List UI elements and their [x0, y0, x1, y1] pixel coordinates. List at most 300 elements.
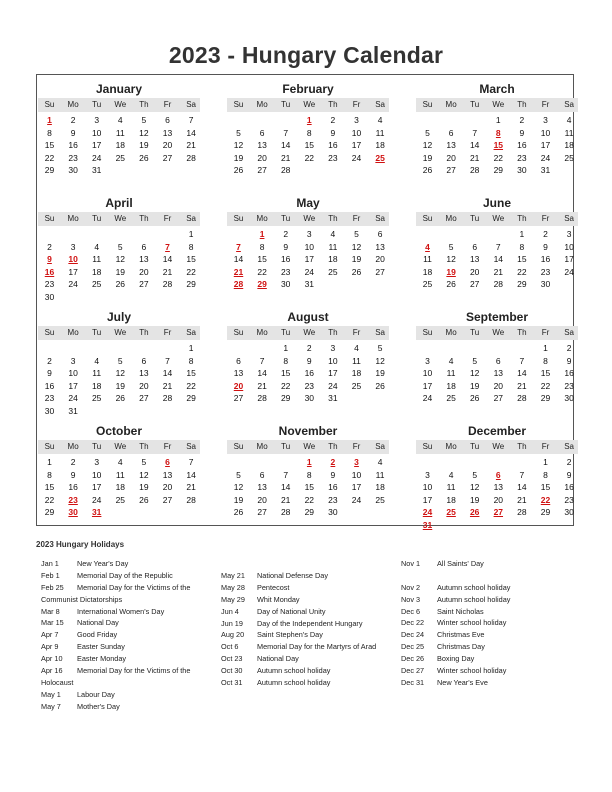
- weekday-header: [416, 212, 578, 226]
- calendar-date: 4: [354, 343, 359, 353]
- calendar-date: 6: [236, 355, 241, 366]
- calendar-date: 5: [236, 127, 241, 138]
- weekday-label: Tu: [92, 442, 102, 451]
- calendar-date: 17: [422, 494, 433, 505]
- holiday-item: [41, 617, 231, 629]
- calendar-date: 17: [351, 482, 362, 493]
- calendar-date: 30: [44, 406, 55, 416]
- calendar-date: 13: [257, 140, 267, 151]
- calendar-date: 13: [139, 254, 149, 265]
- calendar-date: 31: [304, 279, 315, 290]
- holiday-name-continued: Communist Dictatorships: [41, 594, 123, 604]
- weekday-label: Th: [517, 214, 527, 223]
- month-november: [227, 424, 389, 530]
- weekday-header: [38, 440, 200, 454]
- holiday-date-label: Dec 22: [401, 618, 425, 628]
- calendar-date: 20: [375, 254, 385, 265]
- calendar-date: 23: [328, 494, 338, 505]
- weekday-label: Sa: [186, 214, 196, 223]
- holiday-item: [41, 665, 231, 677]
- calendar-date: 13: [493, 368, 504, 379]
- calendar-date: 8: [188, 241, 194, 252]
- calendar-date: 1: [283, 343, 289, 353]
- calendar-date: 29: [280, 393, 291, 404]
- calendar-date: 17: [564, 254, 574, 265]
- calendar-date: 16: [517, 140, 527, 151]
- holiday-item: [401, 582, 591, 594]
- calendar-date: 15: [44, 140, 55, 151]
- calendar-date: 12: [446, 254, 456, 265]
- calendar-date: 12: [115, 254, 126, 265]
- calendar-date: 28: [517, 507, 527, 518]
- weekday-label: We: [492, 214, 505, 223]
- month-august: [227, 310, 389, 416]
- calendar-date: 11: [375, 469, 385, 480]
- calendar-date: 16: [304, 368, 315, 379]
- calendar-date: 3: [306, 229, 312, 239]
- calendar-date: 22: [44, 152, 55, 163]
- calendar-date: 28: [493, 279, 504, 290]
- weekday-label: Fr: [352, 442, 361, 451]
- weekday-label: We: [303, 100, 316, 109]
- weekday-label: Mo: [67, 442, 79, 451]
- calendar-date: 16: [280, 254, 291, 265]
- calendar-date: 14: [493, 254, 504, 265]
- calendar-date: 9: [306, 355, 312, 366]
- calendar-date: 1: [47, 457, 52, 467]
- calendar-date: 14: [517, 368, 527, 379]
- calendar-date: 2: [47, 241, 52, 252]
- calendar-date: 1: [519, 229, 525, 239]
- holiday-date: 30: [68, 507, 78, 518]
- calendar-date: 29: [540, 393, 551, 404]
- holiday-date: 1: [259, 229, 265, 239]
- calendar-date: 25: [115, 152, 126, 163]
- calendar-date: 21: [162, 380, 173, 391]
- calendar-date: 20: [162, 482, 173, 493]
- calendar-date: 11: [375, 127, 385, 138]
- calendar-date: 15: [186, 368, 196, 379]
- holiday-name: Easter Sunday: [77, 642, 125, 652]
- holiday-date-label: May 21: [221, 571, 245, 580]
- calendar-date: 22: [44, 494, 55, 505]
- weekday-label: Th: [139, 328, 149, 337]
- holiday-date-label: Nov 1: [401, 559, 421, 568]
- calendar-date: 3: [94, 115, 100, 125]
- holiday-item: [401, 653, 591, 665]
- holiday-name: Autumn school holiday: [257, 678, 331, 688]
- calendar-date: 19: [422, 152, 433, 163]
- calendar-date: 4: [117, 115, 123, 125]
- holiday-name: Memorial Day for the Victims of the: [77, 582, 191, 592]
- calendar-date: 23: [564, 494, 574, 505]
- weekday-label: Mo: [445, 214, 457, 223]
- holiday-date: 22: [540, 494, 551, 505]
- calendar-date: 5: [448, 241, 454, 252]
- calendar-date: 17: [68, 266, 78, 277]
- weekday-label: We: [114, 328, 127, 337]
- calendar-date: 21: [280, 494, 291, 505]
- calendar-date: 11: [115, 469, 125, 480]
- weekday-label: Fr: [163, 328, 172, 337]
- calendar-date: 28: [186, 494, 196, 505]
- holiday-date-label: Apr 10: [41, 654, 63, 664]
- holiday-date-label: Dec 24: [401, 630, 425, 640]
- calendar-date: 9: [283, 241, 289, 252]
- holiday-name: Winter school holiday: [437, 666, 507, 676]
- calendar-date: 5: [236, 469, 241, 480]
- holiday-date: 25: [375, 152, 385, 163]
- month-april: [38, 196, 200, 302]
- holiday-date-label: Aug 20: [221, 630, 245, 640]
- holiday-item: [401, 665, 591, 677]
- calendar-date: 6: [259, 127, 265, 138]
- calendar-date: 21: [469, 152, 480, 163]
- holiday-date: 7: [165, 241, 170, 252]
- calendar-date: 23: [517, 152, 527, 163]
- month-may: [227, 196, 389, 302]
- weekday-label: Mo: [445, 442, 457, 451]
- calendar-date: 17: [328, 368, 338, 379]
- holidays-title: 2023 Hungary Holidays: [36, 540, 125, 549]
- weekday-label: Su: [422, 328, 433, 337]
- calendar-date: 11: [92, 368, 102, 379]
- holiday-item: [401, 629, 591, 641]
- holiday-date-label: Dec 25: [401, 642, 425, 652]
- weekday-label: Mo: [256, 328, 268, 337]
- holiday-date: 26: [469, 507, 480, 518]
- weekday-header: [416, 98, 578, 112]
- calendar-date: 9: [543, 241, 548, 252]
- weekday-label: Th: [328, 328, 338, 337]
- calendar-date: 5: [141, 115, 147, 125]
- calendar-date: 26: [469, 393, 480, 404]
- calendar-date: 15: [280, 368, 291, 379]
- weekday-label: Fr: [352, 328, 361, 337]
- holiday-date: 6: [165, 457, 170, 467]
- calendar-date: 6: [165, 115, 170, 125]
- calendar-date: 13: [446, 140, 456, 151]
- calendar-date: 6: [472, 241, 478, 252]
- calendar-date: 27: [493, 393, 504, 404]
- calendar-date: 17: [351, 140, 362, 151]
- calendar-date: 9: [70, 469, 76, 480]
- calendar-date: 30: [68, 165, 78, 176]
- calendar-date: 27: [139, 279, 149, 290]
- calendar-date: 23: [328, 152, 338, 163]
- calendar-date: 10: [422, 482, 433, 493]
- calendar-date: 29: [186, 279, 196, 290]
- weekday-label: Mo: [445, 100, 457, 109]
- calendar-date: 26: [233, 507, 244, 518]
- calendar-date: 4: [448, 355, 454, 366]
- holiday-date: 16: [44, 266, 55, 277]
- calendar-date: 23: [304, 380, 315, 391]
- calendar-date: 25: [564, 152, 574, 163]
- weekday-label: Sa: [375, 328, 385, 337]
- calendar-date: 12: [115, 368, 126, 379]
- calendar-date: 22: [186, 380, 196, 391]
- calendar-date: 21: [517, 380, 527, 391]
- calendar-date: 7: [519, 469, 525, 480]
- calendar-date: 20: [139, 380, 149, 391]
- calendar-date: 18: [446, 380, 456, 391]
- calendar-date: 20: [493, 494, 504, 505]
- weekday-label: Fr: [541, 328, 550, 337]
- month-february: [227, 82, 389, 188]
- weekday-header: [227, 326, 389, 340]
- calendar-date: 23: [564, 380, 574, 391]
- calendar-date: 29: [493, 165, 504, 176]
- calendar-date: 8: [306, 469, 312, 480]
- calendar-date: 13: [493, 482, 504, 493]
- calendar-date: 30: [564, 393, 574, 404]
- calendar-date: 29: [517, 279, 527, 290]
- weekday-label: Tu: [470, 100, 480, 109]
- holiday-list-column: [41, 558, 231, 713]
- holiday-date: 25: [446, 507, 456, 518]
- holiday-date: 8: [495, 127, 501, 138]
- calendar-date: 25: [91, 279, 102, 290]
- month-september: [416, 310, 578, 416]
- calendar-date: 5: [117, 241, 123, 252]
- calendar-date: 8: [259, 241, 265, 252]
- holiday-date-label: Dec 6: [401, 606, 421, 616]
- holiday-name: Winter school holiday: [437, 618, 507, 628]
- calendar-date: 24: [91, 494, 102, 505]
- calendar-date: 3: [70, 241, 76, 252]
- weekday-label: Th: [328, 214, 338, 223]
- calendar-date: 22: [517, 266, 527, 277]
- month-name: December: [467, 424, 527, 438]
- calendar-date: 1: [188, 229, 194, 239]
- holiday-date: 27: [493, 507, 504, 518]
- calendar-date: 1: [543, 343, 548, 353]
- holiday-date: 21: [233, 266, 244, 277]
- calendar-date: 14: [186, 469, 196, 480]
- weekday-label: Tu: [470, 214, 480, 223]
- holiday-item: [401, 606, 591, 618]
- calendar-date: 19: [469, 494, 480, 505]
- calendar-date: 22: [257, 266, 267, 277]
- weekday-label: Su: [233, 442, 244, 451]
- calendar-date: 4: [94, 355, 100, 366]
- calendar-date: 21: [517, 494, 527, 505]
- calendar-date: 22: [304, 152, 315, 163]
- calendar-date: 17: [304, 254, 315, 265]
- weekday-header: [38, 326, 200, 340]
- holiday-date: 4: [425, 241, 430, 252]
- calendar-date: 27: [139, 393, 149, 404]
- holiday-name: Memorial Day for the Martyrs of Arad: [257, 642, 377, 652]
- calendar-date: 20: [257, 494, 267, 505]
- calendar-date: 18: [115, 140, 126, 151]
- holiday-item: [221, 629, 411, 641]
- calendar-date: 12: [469, 482, 480, 493]
- calendar-date: 3: [425, 355, 430, 366]
- calendar-date: 19: [139, 140, 149, 151]
- calendar-date: 22: [540, 380, 551, 391]
- holiday-name: All Saints' Day: [437, 559, 484, 568]
- calendar-date: 12: [351, 241, 362, 252]
- calendar-date: 22: [493, 152, 504, 163]
- calendar-date: 18: [422, 266, 433, 277]
- holiday-date-label: Jun 4: [221, 606, 239, 616]
- holiday-name: Whit Monday: [257, 594, 300, 604]
- month-name: January: [95, 82, 143, 96]
- weekday-label: Su: [233, 100, 244, 109]
- holiday-name: Day of the Independent Hungary: [257, 618, 363, 628]
- calendar-date: 10: [68, 368, 78, 379]
- holiday-name: Boxing Day: [437, 654, 475, 664]
- calendar-date: 29: [540, 507, 551, 518]
- calendar-date: 2: [283, 229, 289, 239]
- weekday-label: Su: [422, 100, 433, 109]
- holiday-date: 10: [68, 254, 78, 265]
- holiday-item: [41, 701, 231, 713]
- calendar-date: 18: [446, 494, 456, 505]
- calendar-date: 18: [375, 482, 385, 493]
- holiday-item: [401, 617, 591, 629]
- calendar-date: 24: [564, 266, 574, 277]
- weekday-label: Th: [139, 214, 149, 223]
- calendar-date: 13: [469, 254, 480, 265]
- calendar-date: 21: [186, 140, 196, 151]
- calendar-date: 26: [139, 152, 149, 163]
- month-name: July: [106, 310, 131, 324]
- calendar-date: 26: [139, 494, 149, 505]
- weekday-label: Fr: [163, 100, 172, 109]
- holiday-date: 3: [354, 457, 359, 467]
- month-october: [38, 424, 200, 530]
- weekday-label: Mo: [256, 442, 268, 451]
- calendar-date: 19: [469, 380, 480, 391]
- calendar-date: 9: [330, 469, 336, 480]
- calendar-date: 3: [566, 229, 572, 239]
- calendar-date: 30: [328, 507, 338, 518]
- holiday-name: National Defense Day: [257, 571, 328, 580]
- calendar-date: 20: [257, 152, 267, 163]
- holiday-name: Day of National Unity: [257, 606, 326, 616]
- calendar-date: 31: [68, 406, 78, 416]
- weekday-label: Sa: [564, 328, 574, 337]
- calendar-date: 4: [448, 469, 454, 480]
- calendar-date: 12: [139, 469, 149, 480]
- calendar-date: 15: [540, 482, 551, 493]
- calendar-date: 30: [517, 165, 527, 176]
- weekday-label: Th: [328, 100, 338, 109]
- calendar-date: 14: [469, 140, 480, 151]
- holiday-date-label: May 28: [221, 582, 245, 592]
- calendar-date: 10: [564, 241, 574, 252]
- weekday-label: Su: [233, 214, 244, 223]
- calendar-date: 7: [188, 457, 194, 467]
- calendar-date: 9: [566, 355, 572, 366]
- calendar-date: 20: [162, 140, 173, 151]
- calendar-date: 17: [540, 140, 551, 151]
- weekday-label: Fr: [163, 442, 172, 451]
- weekday-label: Th: [517, 442, 527, 451]
- holiday-item: [221, 606, 411, 618]
- calendar-date: 15: [44, 482, 55, 493]
- holiday-date-label: Mar 15: [41, 618, 64, 628]
- holiday-name: National Day: [77, 618, 119, 628]
- calendar-date: 10: [91, 469, 102, 480]
- calendar-date: 28: [517, 393, 527, 404]
- holiday-item: [221, 594, 411, 606]
- calendar-date: 7: [519, 355, 525, 366]
- calendar-date: 27: [257, 165, 267, 176]
- holiday-name: Christmas Day: [437, 642, 485, 652]
- calendar-date: 28: [280, 507, 291, 518]
- calendar-date: 19: [233, 152, 244, 163]
- calendar-date: 2: [70, 457, 76, 467]
- calendar-date: 6: [141, 241, 147, 252]
- calendar-date: 1: [543, 457, 548, 467]
- calendar-date: 4: [94, 241, 100, 252]
- calendar-date: 19: [351, 254, 362, 265]
- calendar-date: 31: [540, 165, 551, 176]
- holiday-date: 24: [422, 507, 433, 518]
- weekday-label: Sa: [186, 328, 196, 337]
- calendar-date: 9: [519, 127, 525, 138]
- calendar-date: 15: [257, 254, 267, 265]
- weekday-label: Su: [44, 442, 55, 451]
- month-name: April: [105, 196, 133, 210]
- holiday-item: [221, 641, 411, 653]
- weekday-header: [227, 98, 389, 112]
- holiday-date: 29: [257, 279, 267, 290]
- holiday-date-label: Nov 2: [401, 582, 421, 592]
- calendar-date: 3: [354, 115, 359, 125]
- weekday-label: Sa: [564, 100, 574, 109]
- calendar-date: 2: [306, 343, 312, 353]
- month-name: February: [282, 82, 334, 96]
- weekday-label: Fr: [541, 100, 550, 109]
- calendar-date: 13: [162, 469, 173, 480]
- weekday-label: Sa: [375, 214, 385, 223]
- holiday-date-label: Oct 6: [221, 642, 239, 652]
- weekday-label: We: [114, 100, 127, 109]
- weekday-label: Tu: [92, 100, 102, 109]
- calendar-date: 15: [540, 368, 551, 379]
- calendar-date: 7: [283, 127, 289, 138]
- calendar-date: 11: [446, 482, 456, 493]
- holiday-date-label: Apr 16: [41, 666, 63, 676]
- holiday-date-label: Feb 1: [41, 570, 60, 580]
- calendar-date: 5: [141, 457, 147, 467]
- weekday-header: [38, 212, 200, 226]
- holiday-name: Mother's Day: [77, 701, 120, 711]
- calendar-date: 27: [469, 279, 480, 290]
- calendar-date: 20: [493, 380, 504, 391]
- weekday-label: Su: [44, 328, 55, 337]
- holiday-date-label: Feb 25: [41, 582, 64, 592]
- calendar-date: 13: [162, 127, 173, 138]
- weekday-label: We: [303, 442, 316, 451]
- weekday-label: Sa: [375, 100, 385, 109]
- holiday-item: [221, 665, 411, 677]
- calendar-date: 18: [564, 140, 574, 151]
- calendar-date: 27: [162, 494, 173, 505]
- calendar-date: 3: [425, 469, 430, 480]
- calendar-date: 10: [351, 127, 362, 138]
- month-name: October: [95, 424, 142, 438]
- calendar-date: 28: [162, 393, 173, 404]
- calendar-date: 29: [44, 507, 55, 518]
- holiday-date-label: Dec 27: [401, 666, 425, 676]
- calendar-date: 17: [91, 482, 102, 493]
